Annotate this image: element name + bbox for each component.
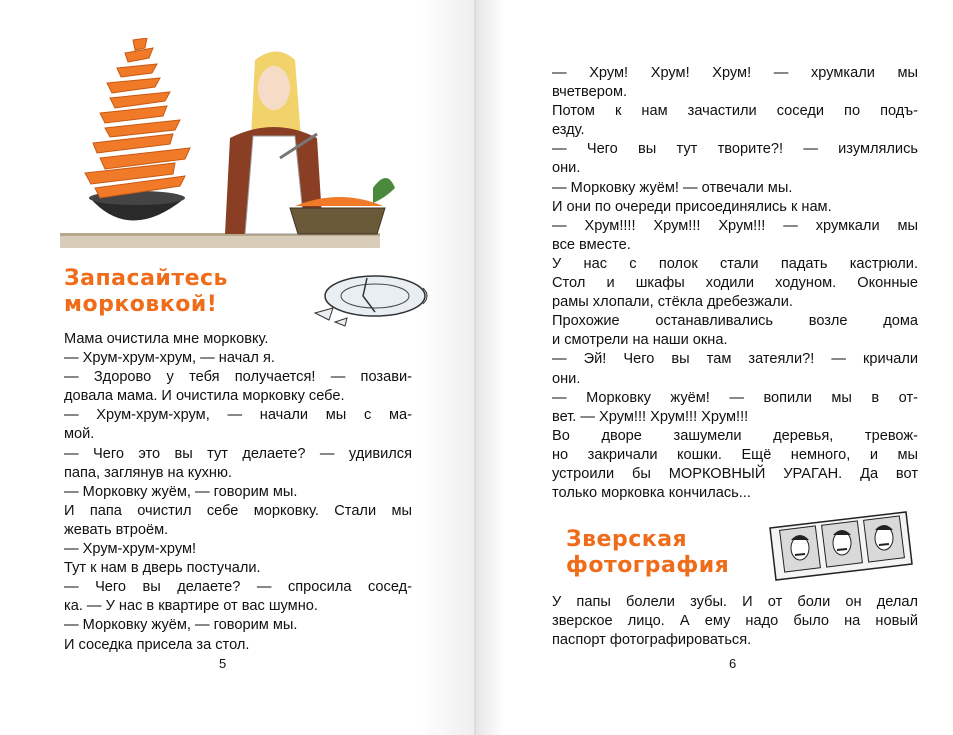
left-page bbox=[0, 0, 476, 735]
paragraph: вет. — Хрум!!! Хрум!!! Хрум!!! bbox=[552, 408, 749, 425]
paragraph: — Эй! Чего вы там затеяли?! — кричали bbox=[552, 351, 918, 368]
paragraph: только морковка кончилась... bbox=[552, 485, 751, 502]
paragraph: они. bbox=[552, 160, 581, 177]
paragraph: — Хрум-хрум-хрум! bbox=[64, 541, 197, 558]
paragraph: — Чего вы делаете? — спросила сосед- bbox=[64, 579, 412, 596]
right-page-text bbox=[552, 64, 918, 503]
paragraph: езду. bbox=[552, 122, 585, 139]
paragraph: и смотрели на наши окна. bbox=[552, 332, 728, 349]
paragraph: но закричали кошки. Ещё немного, и мы bbox=[552, 446, 918, 463]
paragraph: — Морковку жуём, — говорим мы. bbox=[64, 617, 298, 634]
right-page-text-2 bbox=[552, 593, 918, 650]
paragraph: паспорт фотографироваться. bbox=[552, 632, 752, 649]
girl-cutting-carrots-illustration bbox=[55, 38, 400, 250]
paragraph: устроили бы МОРКОВНЫЙ УРАГАН. Да вот bbox=[552, 465, 918, 482]
paragraph: — Чего вы тут творите?! — изумлялись bbox=[552, 141, 918, 158]
paragraph: все вместе. bbox=[552, 236, 631, 253]
paragraph: — Морковку жуём! — отвечали мы. bbox=[552, 179, 793, 196]
chapter-heading: Зверская фотография bbox=[566, 527, 730, 578]
page-number: 5 bbox=[219, 656, 227, 671]
paragraph: Тут к нам в дверь постучали. bbox=[64, 560, 261, 577]
paragraph: — Хрум!!!! Хрум!!! Хрум!!! — хрумкали мы bbox=[552, 217, 918, 234]
left-page-text bbox=[64, 330, 412, 655]
paragraph: У нас с полок стали падать кастрюли. bbox=[552, 255, 918, 272]
broken-plate-illustration bbox=[305, 268, 435, 330]
paragraph: — Хрум-хрум-хрум, — начал я. bbox=[64, 350, 275, 367]
paragraph: довала мама. И очистила морковку себе. bbox=[64, 388, 345, 405]
page-number: 6 bbox=[729, 656, 737, 671]
paragraph: И папа очистил себе морковку. Стали мы bbox=[64, 502, 412, 519]
photo-strip-faces-illustration bbox=[766, 508, 916, 584]
paragraph: — Хрум! Хрум! Хрум! — хрумкали мы bbox=[552, 65, 918, 81]
paragraph: зверское лицо. А ему надо было на новый bbox=[552, 613, 918, 630]
paragraph: И соседка присела за стол. bbox=[64, 636, 250, 653]
paragraph: — Морковку жуём! — вопили мы в от- bbox=[552, 389, 918, 406]
right-page bbox=[476, 0, 953, 735]
paragraph: И они по очереди присоединялись к нам. bbox=[552, 198, 832, 215]
paragraph: — Хрум-хрум-хрум, — начали мы с ма- bbox=[64, 407, 412, 424]
chapter-heading: Запасайтесь морковкой! bbox=[64, 266, 228, 317]
paragraph: Мама очистила мне морковку. bbox=[64, 331, 269, 347]
paragraph: папа, заглянув на кухню. bbox=[64, 464, 232, 481]
paragraph: рамы хлопали, стёкла дребезжали. bbox=[552, 294, 793, 311]
paragraph: У папы болели зубы. И от боли он делал bbox=[552, 594, 918, 610]
paragraph: мой. bbox=[64, 426, 95, 443]
paragraph: Прохожие останавливались возле дома bbox=[552, 313, 918, 330]
paragraph: Во дворе зашумели деревья, тревож- bbox=[552, 427, 918, 444]
paragraph: — Чего это вы тут делаете? — удивился bbox=[64, 445, 412, 462]
paragraph: Стол и шкафы ходили ходуном. Оконные bbox=[552, 275, 918, 292]
paragraph: Потом к нам зачастили соседи по подъ- bbox=[552, 103, 918, 120]
paragraph: жевать втроём. bbox=[64, 521, 169, 538]
paragraph: они. bbox=[552, 370, 581, 387]
paragraph: — Морковку жуём, — говорим мы. bbox=[64, 483, 298, 500]
paragraph: вчетвером. bbox=[552, 84, 628, 101]
paragraph: ка. — У нас в квартире от вас шумно. bbox=[64, 598, 318, 615]
paragraph: — Здорово у тебя получается! — позави- bbox=[64, 369, 412, 386]
